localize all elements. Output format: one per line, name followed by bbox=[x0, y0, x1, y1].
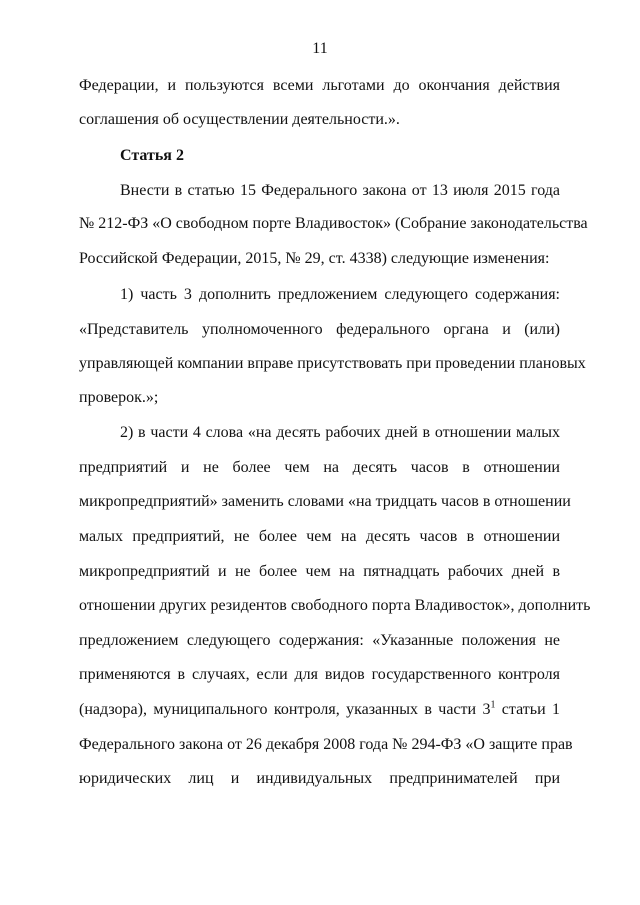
item2-line-1: 2) в части 4 слова «на десять рабочих дней в отношении малых bbox=[120, 424, 560, 441]
item2-line-2: предприятий и не более чем на десять часов в отношении bbox=[79, 459, 560, 476]
article-lead-line-1: Внести в статью 15 Федерального закона от 13 июля 2015 года bbox=[120, 182, 560, 199]
article-lead-line-2: № 212-ФЗ «О свободном порте Владивосток» (Собрание законодательства bbox=[79, 215, 588, 232]
item2-line-6: отношении других резидентов свободного порта Владивосток», дополнить bbox=[79, 597, 591, 614]
item1-line-4: проверок.»; bbox=[79, 389, 159, 406]
article-heading: Статья 2 bbox=[120, 147, 184, 164]
item2-line-10: Федерального закона от 26 декабря 2008 года № 294-ФЗ «О защите прав bbox=[79, 736, 573, 753]
item2-line-9-tail: статьи 1 bbox=[495, 701, 560, 718]
item1-line-3: управляющей компании вправе присутствовать при проведении плановых bbox=[79, 355, 586, 372]
item2-line-9-text: (надзора), муниципального контроля, указанных в части 3 bbox=[79, 701, 491, 718]
intro-line-2: соглашения об осуществлении деятельности.». bbox=[79, 111, 400, 128]
item1-line-2: «Представитель уполномоченного федерального органа и (или) bbox=[79, 321, 560, 338]
item2-line-7: предложением следующего содержания: «Указанные положения не bbox=[79, 632, 560, 649]
article-lead-line-3: Российской Федерации, 2015, № 29, ст. 4338) следующие изменения: bbox=[79, 250, 550, 267]
footnote-superscript: 1 bbox=[490, 699, 496, 711]
item2-line-3: микропредприятий» заменить словами «на тридцать часов в отношении bbox=[79, 493, 571, 510]
item2-line-4: малых предприятий, не более чем на десять часов в отношении bbox=[79, 528, 560, 545]
item2-line-11: юридических лиц и индивидуальных предпринимателей при bbox=[79, 770, 560, 787]
item2-line-8: применяются в случаях, если для видов государственного контроля bbox=[79, 666, 560, 683]
item2-line-5: микропредприятий и не более чем на пятнадцать рабочих дней в bbox=[79, 563, 560, 580]
item2-line-9 bbox=[79, 700, 560, 720]
intro-line-1: Федерации, и пользуются всеми льготами до окончания действия bbox=[79, 77, 560, 94]
item1-line-1: 1) часть 3 дополнить предложением следующего содержания: bbox=[120, 286, 560, 303]
page-number: 11 bbox=[312, 40, 328, 57]
